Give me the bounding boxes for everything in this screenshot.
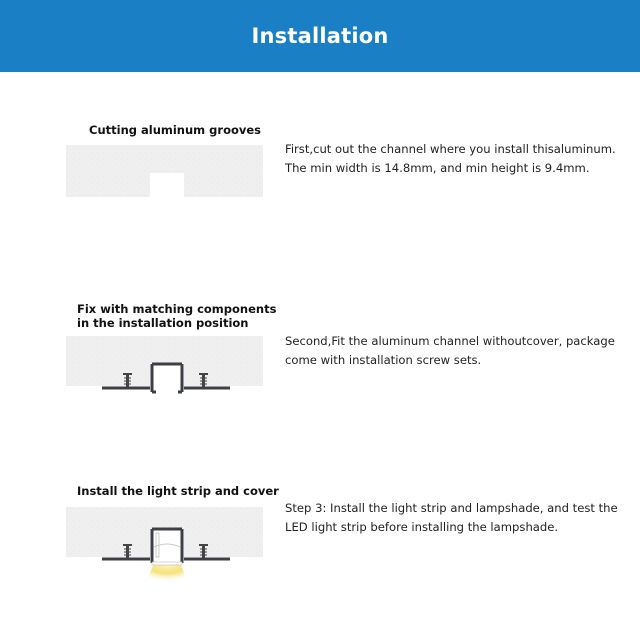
light-beam bbox=[144, 563, 190, 587]
step-1-title: Cutting aluminum grooves bbox=[89, 123, 262, 137]
step-1-description: First,cut out the channel where you install thisaluminum. The min width is 14.8mm, and min height is 9.4mm. bbox=[285, 142, 616, 175]
step-2-title-line-1: Fix with matching components bbox=[77, 302, 277, 316]
wall-with-groove bbox=[66, 336, 263, 386]
step-2-title-line-2: in the installation position bbox=[77, 316, 249, 330]
step-3-description: Step 3: Install the light strip and lampshade, and test the LED light strip before installing the lampshade. bbox=[285, 501, 618, 534]
wall-with-groove bbox=[66, 145, 263, 197]
page-header bbox=[0, 0, 640, 72]
diffuser-cover bbox=[152, 562, 182, 565]
step-3-illustration bbox=[66, 507, 263, 587]
step-2-description: Second,Fit the aluminum channel withoutcover, package come with installation screw sets. bbox=[285, 334, 615, 367]
step-2-illustration bbox=[66, 336, 263, 398]
wall-with-groove bbox=[66, 507, 263, 557]
step-3-title: Install the light strip and cover bbox=[77, 484, 279, 498]
step-1-illustration bbox=[66, 145, 263, 197]
step-2-title bbox=[77, 302, 276, 330]
aluminum-channel bbox=[152, 364, 182, 392]
page-title: Installation bbox=[251, 24, 389, 48]
